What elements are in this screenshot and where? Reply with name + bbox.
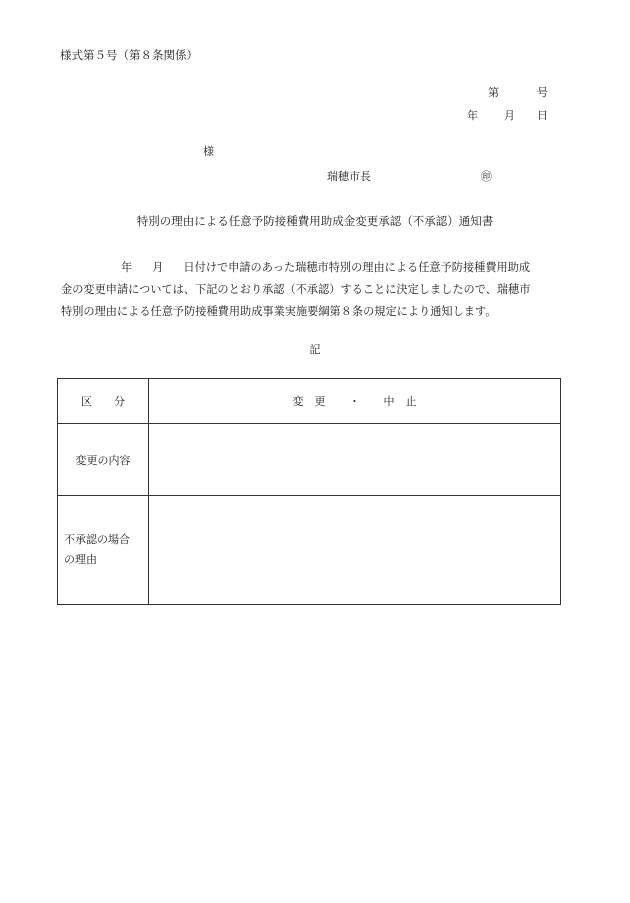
table-row-category [58, 379, 561, 424]
body-line-3: 特別の理由による任意予防接種費用助成事業実施要綱第８条の規定により通知します。 [61, 305, 497, 318]
rejection-reason-label-line-1: 不承認の場合 [64, 533, 130, 546]
body-line-1 [61, 257, 571, 279]
sender-mayor: 瑞穂市長 [327, 170, 371, 183]
document-number [488, 86, 548, 100]
body-year: 年 [121, 261, 133, 274]
ki-heading: 記 [309, 343, 321, 356]
body-line-1-text: 日付けで申請のあった瑞穂市特別の理由による任意予防接種費用助成 [183, 261, 531, 274]
number-dai: 第 [488, 86, 499, 99]
change-option: 変 更 [292, 395, 326, 408]
table-row-change-content [58, 424, 561, 496]
rejection-reason-value [149, 496, 561, 605]
body-month: 月 [152, 261, 164, 274]
document-title: 特別の理由による任意予防接種費用助成金変更承認（不承認）通知書 [136, 214, 494, 228]
rejection-reason-label [58, 496, 149, 605]
details-table [57, 378, 561, 605]
body-text [61, 257, 571, 323]
rejection-reason-label-line-2: の理由 [64, 553, 97, 566]
date-day: 日 [537, 109, 548, 122]
category-label: 区 分 [58, 379, 149, 424]
change-content-value [149, 424, 561, 496]
separator-dot: ・ [349, 395, 360, 408]
document-date [467, 109, 548, 123]
date-year: 年 [467, 109, 478, 122]
table-row-rejection-reason [58, 496, 561, 605]
body-line-2: 金の変更申請については、下記のとおり承認（不承認）することに決定しましたので、瑞穂市 [61, 283, 531, 296]
addressee-sama: 様 [203, 145, 214, 158]
change-content-label: 変更の内容 [58, 424, 149, 496]
stop-option: 中 止 [383, 395, 417, 408]
category-value [149, 379, 561, 424]
seal-mark: ㊞ [481, 170, 492, 183]
date-month: 月 [504, 109, 515, 122]
number-go: 号 [537, 86, 548, 99]
form-number: 様式第５号（第８条関係） [60, 48, 198, 62]
